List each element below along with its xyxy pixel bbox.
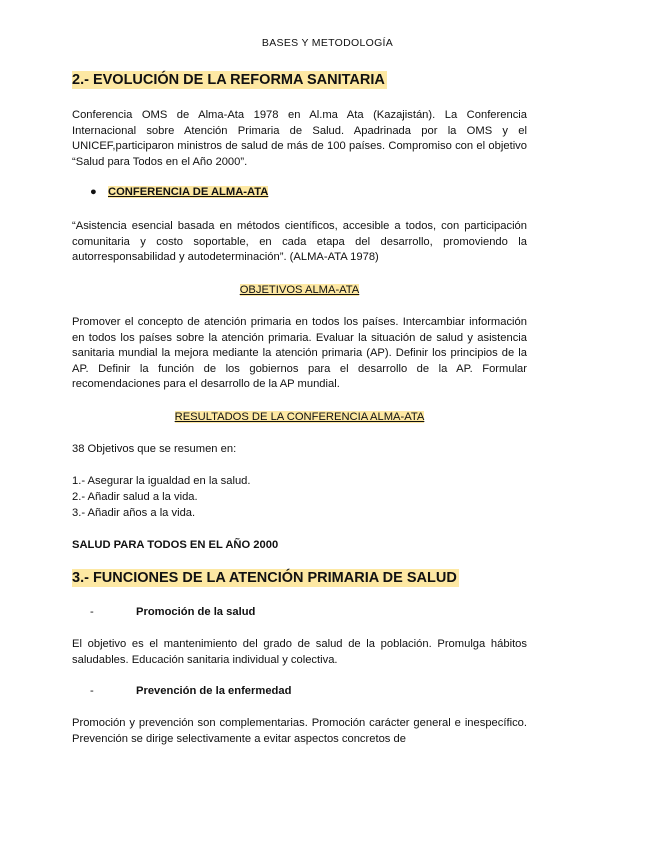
objectives-heading-wrap bbox=[72, 284, 527, 296]
results-heading-wrap bbox=[72, 411, 527, 423]
section-2-intro: Conferencia OMS de Alma-Ata 1978 en Al.ma Ata (Kazajistán). La Conferencia Internacional sobre Atención Primaria de Salud. Apadrinada por la OMS y el UNICEF,participaron ministros de salud de más de 100 países. Compromiso con el objetivo “Salud para Todos en el Año 2000”. bbox=[72, 109, 527, 168]
running-header: BASES Y METODOLOGÍA bbox=[261, 37, 394, 49]
section-3-title: 3.- FUNCIONES DE LA ATENCIÓN PRIMARIA DE SALUD bbox=[72, 570, 457, 586]
results-heading: RESULTADOS DE LA CONFERENCIA ALMA-ATA bbox=[174, 411, 425, 423]
function-promocion bbox=[90, 606, 255, 618]
function-prevencion bbox=[90, 685, 291, 697]
function-heading: Prevención de la enfermedad bbox=[136, 685, 292, 697]
dash-bullet-icon: - bbox=[90, 685, 94, 697]
function-text: El objetivo es el mantenimiento del grado de salud de la población. Promulga hábitos saludables. Educación sanitaria individual y colectiva. bbox=[72, 638, 527, 666]
function-heading: Promoción de la salud bbox=[136, 606, 256, 618]
objectives-heading: OBJETIVOS ALMA-ATA bbox=[239, 284, 360, 296]
bullet-dot-icon: ● bbox=[90, 186, 97, 198]
results-list-item: 3.- Añadir años a la vida. bbox=[72, 507, 196, 519]
section-2-title: 2.- EVOLUCIÓN DE LA REFORMA SANITARIA bbox=[72, 72, 385, 88]
bullet-conferencia bbox=[90, 186, 268, 198]
slogan: SALUD PARA TODOS EN EL AÑO 2000 bbox=[72, 539, 279, 551]
results-list-item: 2.- Añadir salud a la vida. bbox=[72, 491, 198, 503]
function-text: Promoción y prevención son complementarias. Promoción carácter general e inespecífico. Prevención se dirige selectivamente a evitar aspectos concretos de bbox=[72, 717, 527, 745]
results-list-item: 1.- Asegurar la igualdad en la salud. bbox=[72, 475, 251, 487]
dash-bullet-icon: - bbox=[90, 606, 94, 618]
alma-ata-quote: “Asistencia esencial basada en métodos científicos, accesible a todos, con participación comunitaria y costo soportable, en cada etapa del desarrollo, promoviendo la autorresponsabilidad y autodeterminación”. (ALMA-ATA 1978) bbox=[72, 220, 527, 264]
results-intro: 38 Objetivos que se resumen en: bbox=[72, 443, 237, 455]
objectives-text: Promover el concepto de atención primaria en todos los países. Intercambiar información en todos los países sobre la atención primaria. Evaluar la situación de salud y asistencia sanitaria mundial la mejora mediante la atención primaria (AP). Definir los principios de la AP. Definir la función de los gobiernos para el desarrollo de la AP. Formular recomendaciones para el desarrollo de la AP mundial. bbox=[72, 316, 527, 391]
bullet-heading-label: CONFERENCIA DE ALMA-ATA bbox=[108, 186, 269, 198]
